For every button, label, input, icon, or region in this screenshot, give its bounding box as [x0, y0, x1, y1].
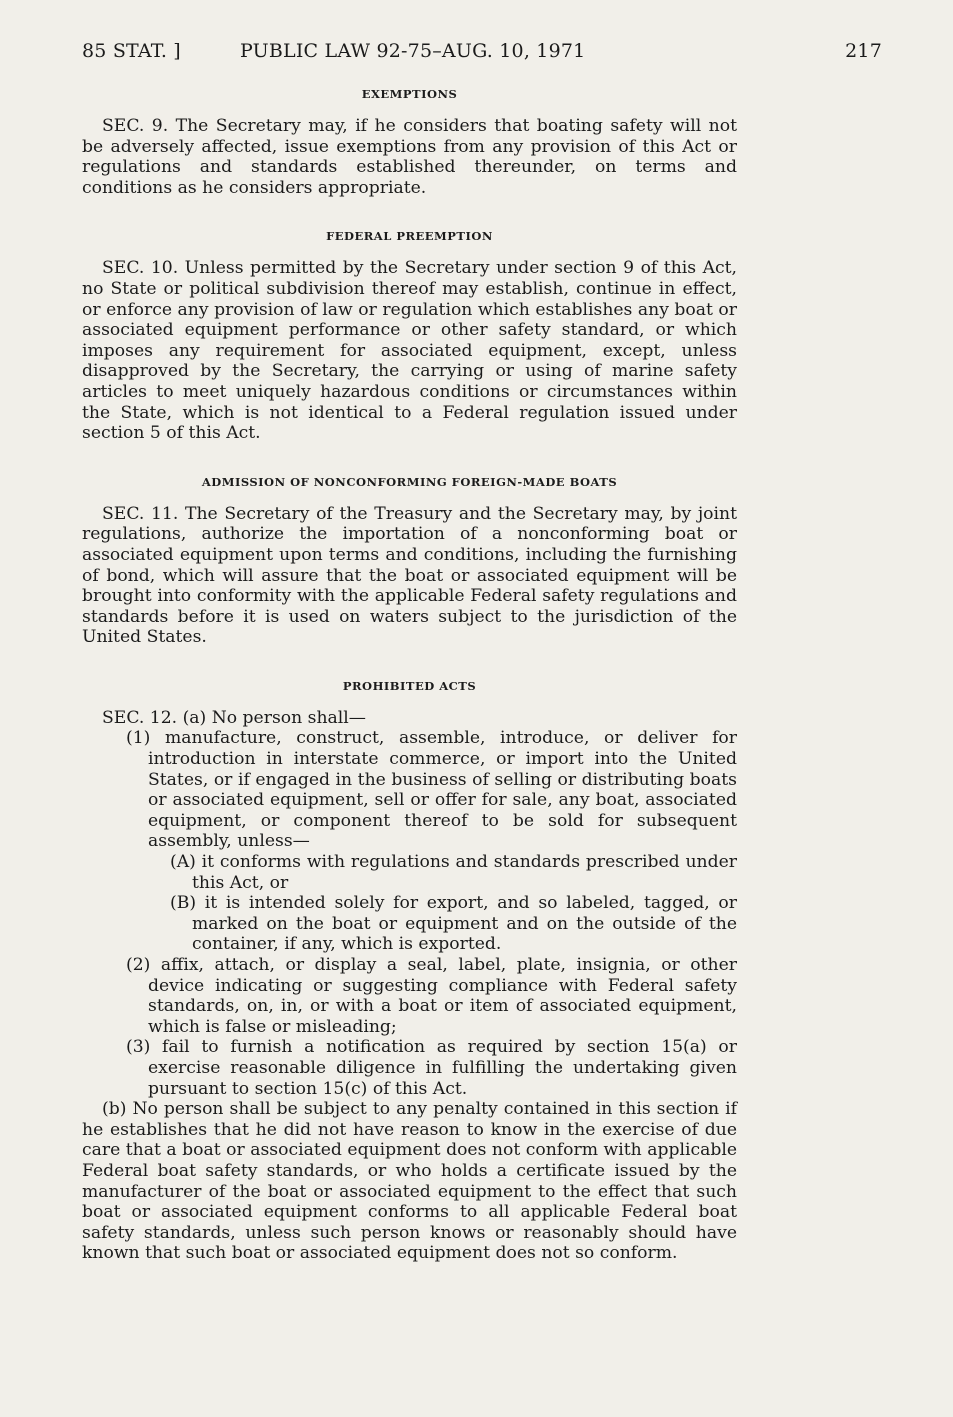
section-text: The Secretary of the Treasury and the Secretary may, by joint regulations, authorize the importation of a nonconforming boat or associated equipment upon terms and conditions, including the furnishing of bond, which will assure that the boat or associated equipment will be brought into conformity with the applicable Federal safety regulations and standards before it is used on waters subject to the jurisdiction of the United States. [82, 503, 737, 648]
page-number: 217 [845, 40, 882, 62]
section-label: SEC. 11. [102, 503, 179, 524]
section-heading-admission: ADMISSION OF NONCONFORMING FOREIGN-MADE BOATS [201, 474, 618, 489]
section-heading-federal-preemption: FEDERAL PREEMPTION [326, 229, 493, 244]
section-label: SEC. 9. [102, 116, 169, 136]
section-heading-exemptions: EXEMPTIONS [361, 87, 458, 101]
clause-1: (1) manufacture, construct, assemble, introduce, or deliver for introduction in interstate commerce, or import into the United States, or if engaged in the business of selling or distributing boats or associated equipment, sell or offer for sale, any boat, associated equipment, or component thereof to be sold for subsequent assembly, unless— [126, 728, 737, 852]
clause-3: (3) fail to furnish a notification as required by section 15(a) or exercise reasonable diligence in fulfilling the undertaking given pursuant to section 15(c) of this Act. [126, 1037, 737, 1099]
document-body [82, 86, 737, 1264]
clause-2: (2) affix, attach, or display a seal, label, plate, insignia, or other device indicating or suggesting compliance with Federal safety standards, on, in, or with a boat or item of associated equipment, which is false or misleading; [126, 955, 737, 1037]
subsection-b: (b) No person shall be subject to any penalty contained in this section if he establishes that he did not have reason to know in the exercise of due care that a boat or associated equipment does not conform with applicable Federal boat safety standards, or who holds a certificate issued by the manufacturer of the boat or associated equipment to the effect that such boat or associated equipment conforms to all applicable Federal boat safety standards, unless such person knows or reasonably should have known that such boat or associated equipment does not so conform. [82, 1099, 737, 1264]
section-9-paragraph [82, 116, 737, 198]
clause-1-A: (A) it conforms with regulations and standards prescribed under this Act, or [170, 852, 737, 893]
statute-reference: 85 STAT. ] [82, 40, 181, 62]
section-label: SEC. 12. [102, 707, 178, 728]
section-label: SEC. 10. [102, 258, 179, 279]
section-10-paragraph [82, 258, 737, 443]
section-11-paragraph [82, 504, 737, 648]
section-heading-prohibited-acts: PROHIBITED ACTS [342, 678, 477, 693]
section-text: (a) No person shall— [177, 707, 366, 728]
section-text: The Secretary may, if he considers that boating safety will not be adversely affected, issue exemptions from any provision of this Act or regulations and standards established thereunder, on terms and conditions as he considers appropriate. [82, 116, 737, 198]
section-text: Unless permitted by the Secretary under section 9 of this Act, no State or political subdivision thereof may establish, continue in effect, or enforce any provision of law or regulation which establishes any boat or associated equipment performance or other safety standard, or which imposes any requirement for associated equipment, except, unless disapproved by the Secretary, the carrying or using of marine safety articles to meet uniquely hazardous conditions or circumstances within the State, which is not identical to a Federal regulation issued under section 5 of this Act. [82, 258, 737, 444]
running-title: PUBLIC LAW 92-75–AUG. 10, 1971 [240, 40, 586, 62]
running-head [82, 40, 882, 66]
clause-1-B: (B) it is intended solely for export, and so labeled, tagged, or marked on the boat or equipment and on the outside of the container, if any, which is exported. [170, 893, 737, 955]
section-12-intro [82, 708, 737, 729]
